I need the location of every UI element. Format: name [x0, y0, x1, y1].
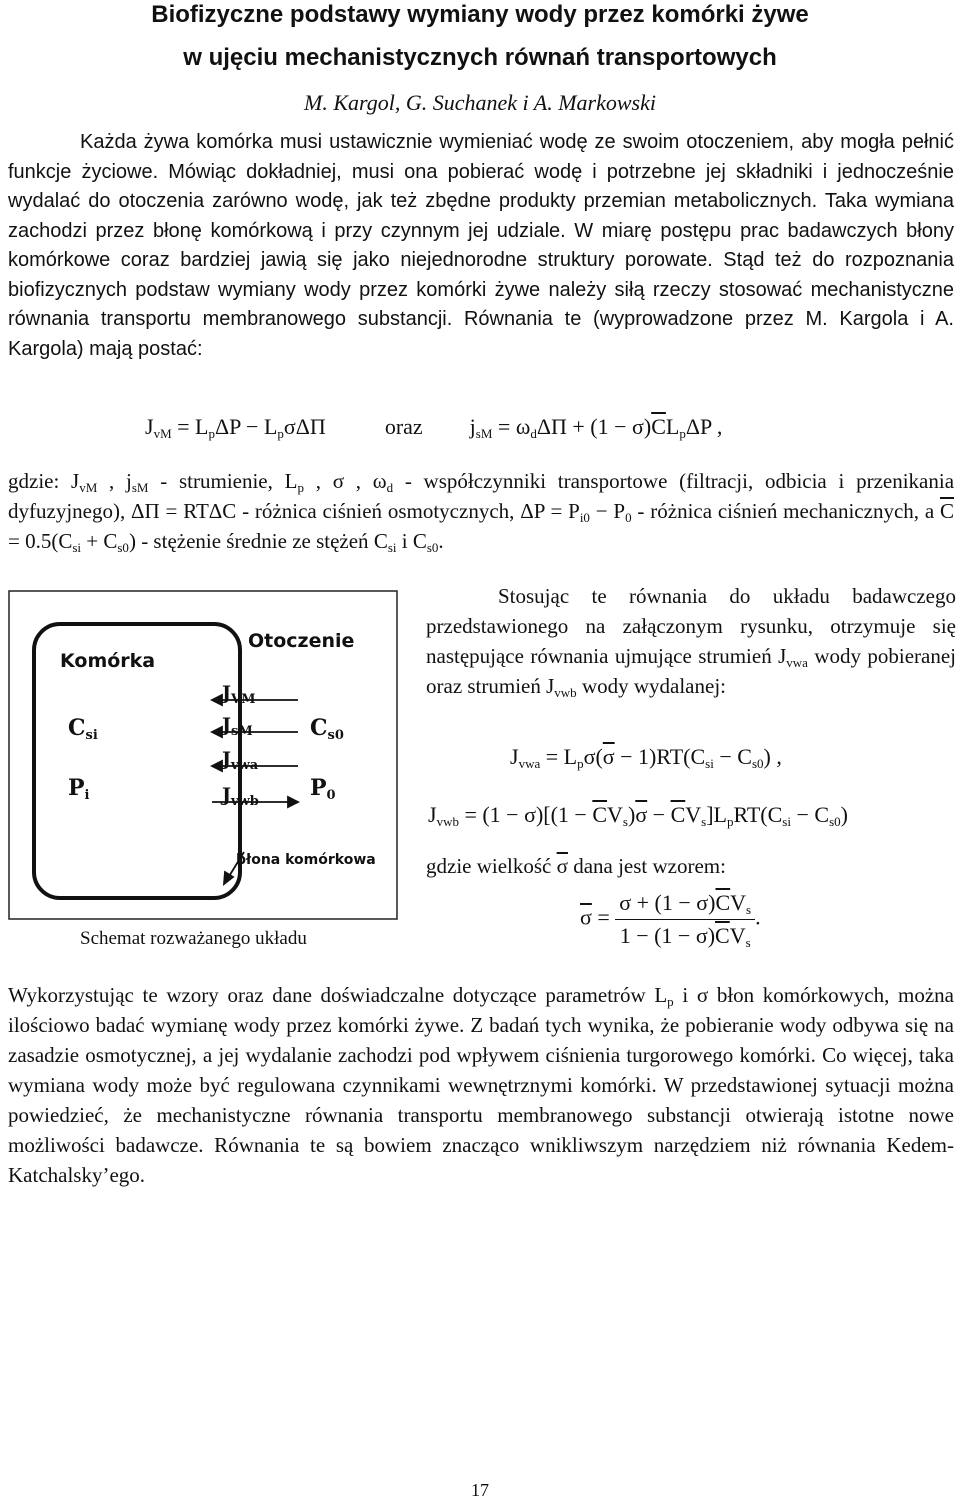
title-line-2: w ujęciu mechanistycznych równań transportowych [183, 44, 777, 71]
membrane-label: błona komórkowa [236, 852, 376, 868]
sigma-intro: gdzie wielkość $\overline{\sigma}$ dana jest wzorem: [426, 854, 726, 878]
authors: M. Kargol, G. Suchanek i A. Markowski [304, 90, 656, 115]
mech-text: różnica ciśnień mechanicznych, a [650, 499, 935, 523]
env-label: Otoczenie [248, 630, 355, 652]
closing-paragraph: Wykorzystując te wzory oraz dane doświadczalne dotyczące parametrów $L_p$ i σ błon komórkowych, można ilościowo badać wymianę wody przez komórki żywe. Z badań tych wynika, że pobieranie wody odbywa się na zasadzie osmotycznej, a jej wydalanie zachodzi pod wpływem ciśnienia turgorowego komórki. Co więcej, taka wymiana wody może być regulowana czynnikami wewnętrznymi komórki. W przedstawionej sytuacji można powiedzieć, że mechanistyczne równania transportu membranowego substancji otwierają istotne nowe możliwości badawcze. Równania te są bowiem znacząco wnikliwszym narzędziem niż równania Kedem-Katchalsky’ego. [8, 983, 954, 1187]
flux-arrows [8, 590, 398, 920]
and-text: i [401, 529, 408, 553]
gdzie-label: gdzie: [8, 469, 60, 493]
equation-jvwa: $J_{vwa} = L_p\sigma(\overline{\sigma} - 1)RT(C_{si} - C_{s0})$ , [510, 744, 782, 771]
title-line-1: Biofizyczne podstawy wymiany wody przez komórki żywe [151, 1, 809, 28]
coeffs-text: - współczynniki transportowe (filtracji, odbicia i przenikania dyfuzyjnego), [8, 469, 955, 523]
osmotic-text: - różnica ciśnień osmotycznych, [242, 499, 515, 523]
figure-caption: Schemat rozważanego układu [80, 928, 307, 949]
right-paragraph: Stosując te równania do układu badawczego przedstawionego na załączonym rysunku, otrzymuje się następujące równania ujmujące strumień $J_{vwa}$ wody pobieranej oraz strumień $J_{vwb}$ wody wydalanej: [426, 584, 956, 700]
equation-jvwb: $J_{vwb} = (1 - \sigma)[(1 - \overline{C}V_s)\overline{\sigma} - \overline{C}V_s]L_pRT(C_{si} - C_{s0})$ [428, 802, 848, 829]
jvm-label: $J_{VM}$ [222, 682, 256, 707]
conc-text: - stężenie średnie ze stężeń [141, 529, 369, 553]
equation-sigma-bar: $\overline{\sigma}$ = $\frac{\sigma + (1 - \sigma)\overline{C}V_s}{1 - (1 - \sigma)\overline{C}V_s}$ . [580, 890, 761, 950]
cell-label: Komórka [60, 650, 156, 672]
cs0-label: $C_{s0}$ [310, 715, 344, 743]
equation-connector: oraz [384, 414, 423, 439]
p0-label: $P_0$ [310, 775, 336, 803]
explanation: gdzie: $J_{vM}$ , $j_{sM}$ - strumienie, $L_p$ , σ , $\omega_d$ - współczynniki transportowe (filtracji, odbicia i przenikania dyfuzyjnego), ΔΠ = RTΔC - różnica ciśnień osmotycznych, $\Delta P = P_{i0} - P_0$ - różnica ciśnień mechanicznych, a $\overline{C} = 0.5(C_{si} + C_{s0})$ - stężenie średnie ze stężeń $C_{si}$ i $C_{s0}$. [8, 469, 955, 555]
jsm-label: $J_{sM}$ [222, 714, 253, 739]
page-number: 17 [471, 1480, 489, 1500]
figure-schema [8, 590, 398, 949]
csi-label: $C_{si}$ [68, 715, 98, 743]
jvwb-label: $J_{vwb}$ [222, 784, 259, 809]
jvwa-label: $J_{vwa}$ [222, 748, 259, 773]
fluxes-text: - strumienie, [160, 469, 273, 493]
equation-flux: $J_{vM} = L_p\Delta P - L_p\sigma\Delta\Pi$ oraz $j_{sM} = \omega_d\Delta\Pi + (1 - \sigma)\overline{C}L_p\Delta P$ , [145, 414, 723, 441]
intro-paragraph: Każda żywa komórka musi ustawicznie wymieniać wodę ze swoim otoczeniem, aby mogła pełnić funkcje życiowe. Mówiąc dokładniej, musi ona pobierać wodę i potrzebne jej składniki i jednocześnie wydalać do otoczenia zarówno wodę, jak też zbędne produkty przemian metabolicznych. Taka wymiana zachodzi przez błonę komórkową i przy czynnym jej udziale. W miarę postępu prac badawczych błony komórkowe coraz bardziej jawią się jako niejednorodne struktury porowate. Stąd też do rozpoznania biofizycznych podstaw wymiany wody przez komórki żywe należy siłą rzeczy stosować mechanistyczne równania transportu membranowego substancji. Równania te (wyprowadzone przez M. Kargola i A. Kargola) mają postać: [8, 131, 954, 360]
pi-label: $P_i$ [68, 775, 90, 803]
